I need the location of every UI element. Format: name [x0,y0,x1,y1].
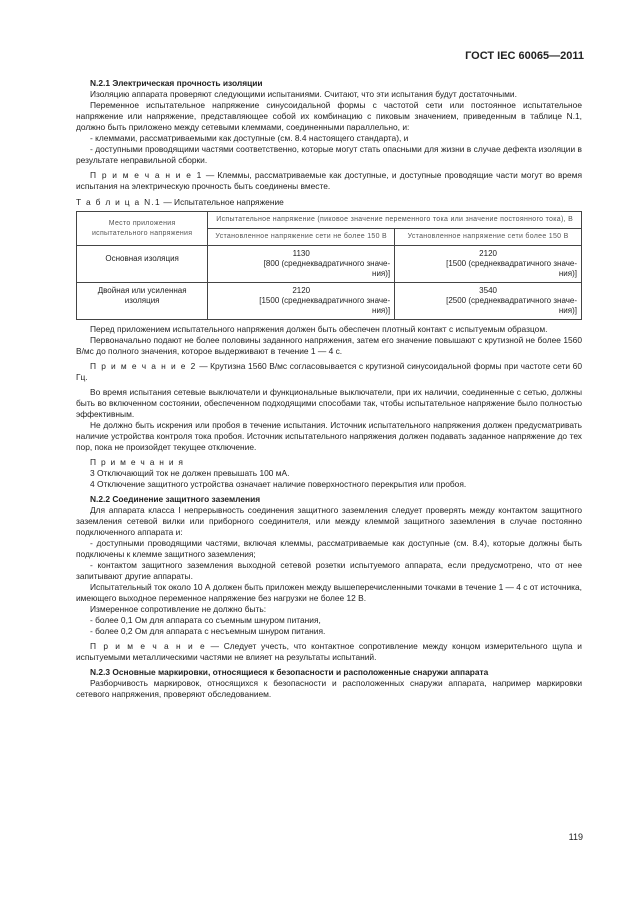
value-peak: 1130 [292,249,310,258]
section-heading-n22: N.2.2 Соединение защитного заземления [90,494,261,504]
paragraph: Не должно быть искрения или пробоя в течение испытания. Источник испытательного напряжения должен предусматривать наличие устройства контроля тока пробоя. Источник испытательного напряжения должен подавать заданное напряжение до тех пор, пока не произойдет текущее отключение. [76,420,582,452]
note-1 [76,170,582,192]
note-n22 [76,641,582,663]
value-rms: [2500 (среднеквадратичного значе- [446,296,577,305]
note-text: — Следует учесть, что контактное сопротивление между концом измерительного щупа и испытуемыми металлическими частями не влияет на результаты испытаний. [76,641,582,662]
paragraph: Перед приложением испытательного напряжения должен быть обеспечен плотный контакт с испытуемым образцом. [90,324,548,334]
table-cell-place: Двойная или усиленная изоляция [77,283,208,320]
paragraph: Во время испытания сетевые выключатели и функциональные выключатели, при их наличии, соединенные с сетью, должны быть во включенном состоянии, обеспеченном подходящими способами так, чтобы испытательное напряжение было полностью эффективным. [76,387,582,419]
table-cell-place: Основная изоляция [77,246,208,283]
list-item: - доступными проводящими частями соответственно, которые могут стать опасными для жизни в случае дефекта изоляции в результате неправильной сборки. [76,144,582,165]
paragraph: Изоляцию аппарата проверяют следующими испытаниями. Считают, что эти испытания будут достаточными. [90,89,517,99]
value-peak: 3540 [479,286,497,295]
note-2 [76,361,582,383]
note-label: П р и м е ч а н и е [90,641,206,651]
document-body [76,78,582,700]
value-rms: [1500 (среднеквадратичного значе- [446,259,577,268]
note-3: 3 Отключающий ток не должен превышать 100 мА. [90,468,290,478]
value-rms: [1500 (среднеквадратичного значе- [259,296,391,305]
paragraph: Испытательный ток около 10 А должен быть приложен между вышеперечисленными точками в течение 1 — 4 с от источника, имеющего выходное переменное напряжение без нагрузки не более 12 В. [76,582,582,603]
table-cell-gt150 [395,283,582,320]
table-caption-label: Т а б л и ц а N.1 [76,197,162,207]
table-cell-gt150 [395,246,582,283]
list-item: - контактом защитного заземления выходной сетевой розетки испытуемого аппарата, если предусмотрено, что от нее запитывают другие аппараты. [76,560,582,581]
table-cell-le150 [208,246,395,283]
paragraph: Переменное испытательное напряжение синусоидальной формы с частотой сети или постоянное испытательное напряжение или напряжение, представляющее собой их комбинацию с пиковым значением, приведенным в таблице N.1, должно быть приложено между сетевыми клеммами, соединенными параллельно, и: [76,100,582,132]
list-item: - более 0,1 Ом для аппарата со съемным шнуром питания, [90,615,321,625]
table-header-place: Место приложения испытательного напряжения [77,212,208,246]
table-row [77,246,582,283]
document-code: ГОСТ IEC 60065—2011 [465,50,584,62]
table-header-voltage: Испытательное напряжение (пиковое значение переменного тока или значение постоянного тока), В [208,212,582,229]
note-label: П р и м е ч а н и е 1 [90,170,203,180]
paragraph: Измеренное сопротивление не должно быть: [90,604,267,614]
value-peak: 2120 [292,286,311,295]
note-label: П р и м е ч а н и е 2 [90,361,197,371]
table-cell-le150 [208,283,395,320]
value-peak: 2120 [479,249,497,258]
table-header-gt150: Установленное напряжение сети более 150 В [395,229,582,246]
table-caption-text: — Испытательное напряжение [161,197,284,207]
table-header-le150: Установленное напряжение сети не более 150 В [208,229,395,246]
note-text: — Крутизна 1560 В/мс согласовывается с крутизной синусоидальной формы при частоте сети 60 Гц. [76,361,582,382]
section-heading-n23: N.2.3 Основные маркировки, относящиеся к безопасности и расположенные снаружи аппарата [90,667,489,677]
note-4: 4 Отключение защитного устройства означает наличие поверхностного перекрытия или пробоя. [90,479,467,489]
list-item: - клеммами, рассматриваемыми как доступные (см. 8.4 настоящего стандарта), и [90,133,409,143]
notes-label: П р и м е ч а н и я [90,457,185,467]
table-caption [76,197,582,208]
value-rms: [800 (среднеквадратичного значе- [263,259,391,268]
section-heading-n21: N.2.1 Электрическая прочность изоляции [90,78,263,88]
list-item: - более 0,2 Ом для аппарата с несъемным шнуром питания. [90,626,326,636]
note-text: — Клеммы, рассматриваемые как доступные, и доступные проводящие части могут во время испытания на электрическую прочность быть соединены вместе. [76,170,582,191]
list-item: - доступными проводящими частями, включая клеммы, рассматриваемые как доступные (см. 8.4), которые должны быть подключены к клемме защитного заземления; [76,538,582,559]
table-row [77,283,582,320]
value-rms-end: ния)] [372,306,391,315]
paragraph: Для аппарата класса I непрерывность соединения защитного заземления следует проверять между контактом защитного заземления сетевой вилки или приборного соединителя, или между клеммой защитного заземления в случае постоянно подключенного аппарата и: [76,505,582,537]
test-voltage-table [76,211,582,320]
paragraph: Первоначально подают не более половины заданного напряжения, затем его значение повышают с крутизной не более 1560 В/мс до полного значения, которое выдерживают в течение 1 — 4 с. [76,335,582,356]
value-rms-end: ния)] [558,269,577,278]
paragraph: Разборчивость маркировок, относящихся к безопасности и расположенных снаружи аппарата, например маркировки сетевого напряжения, проверяют обследованием. [76,678,582,699]
value-rms-end: ния)] [558,306,577,315]
value-rms-end: ния)] [372,269,391,278]
page-number: 119 [568,832,583,842]
